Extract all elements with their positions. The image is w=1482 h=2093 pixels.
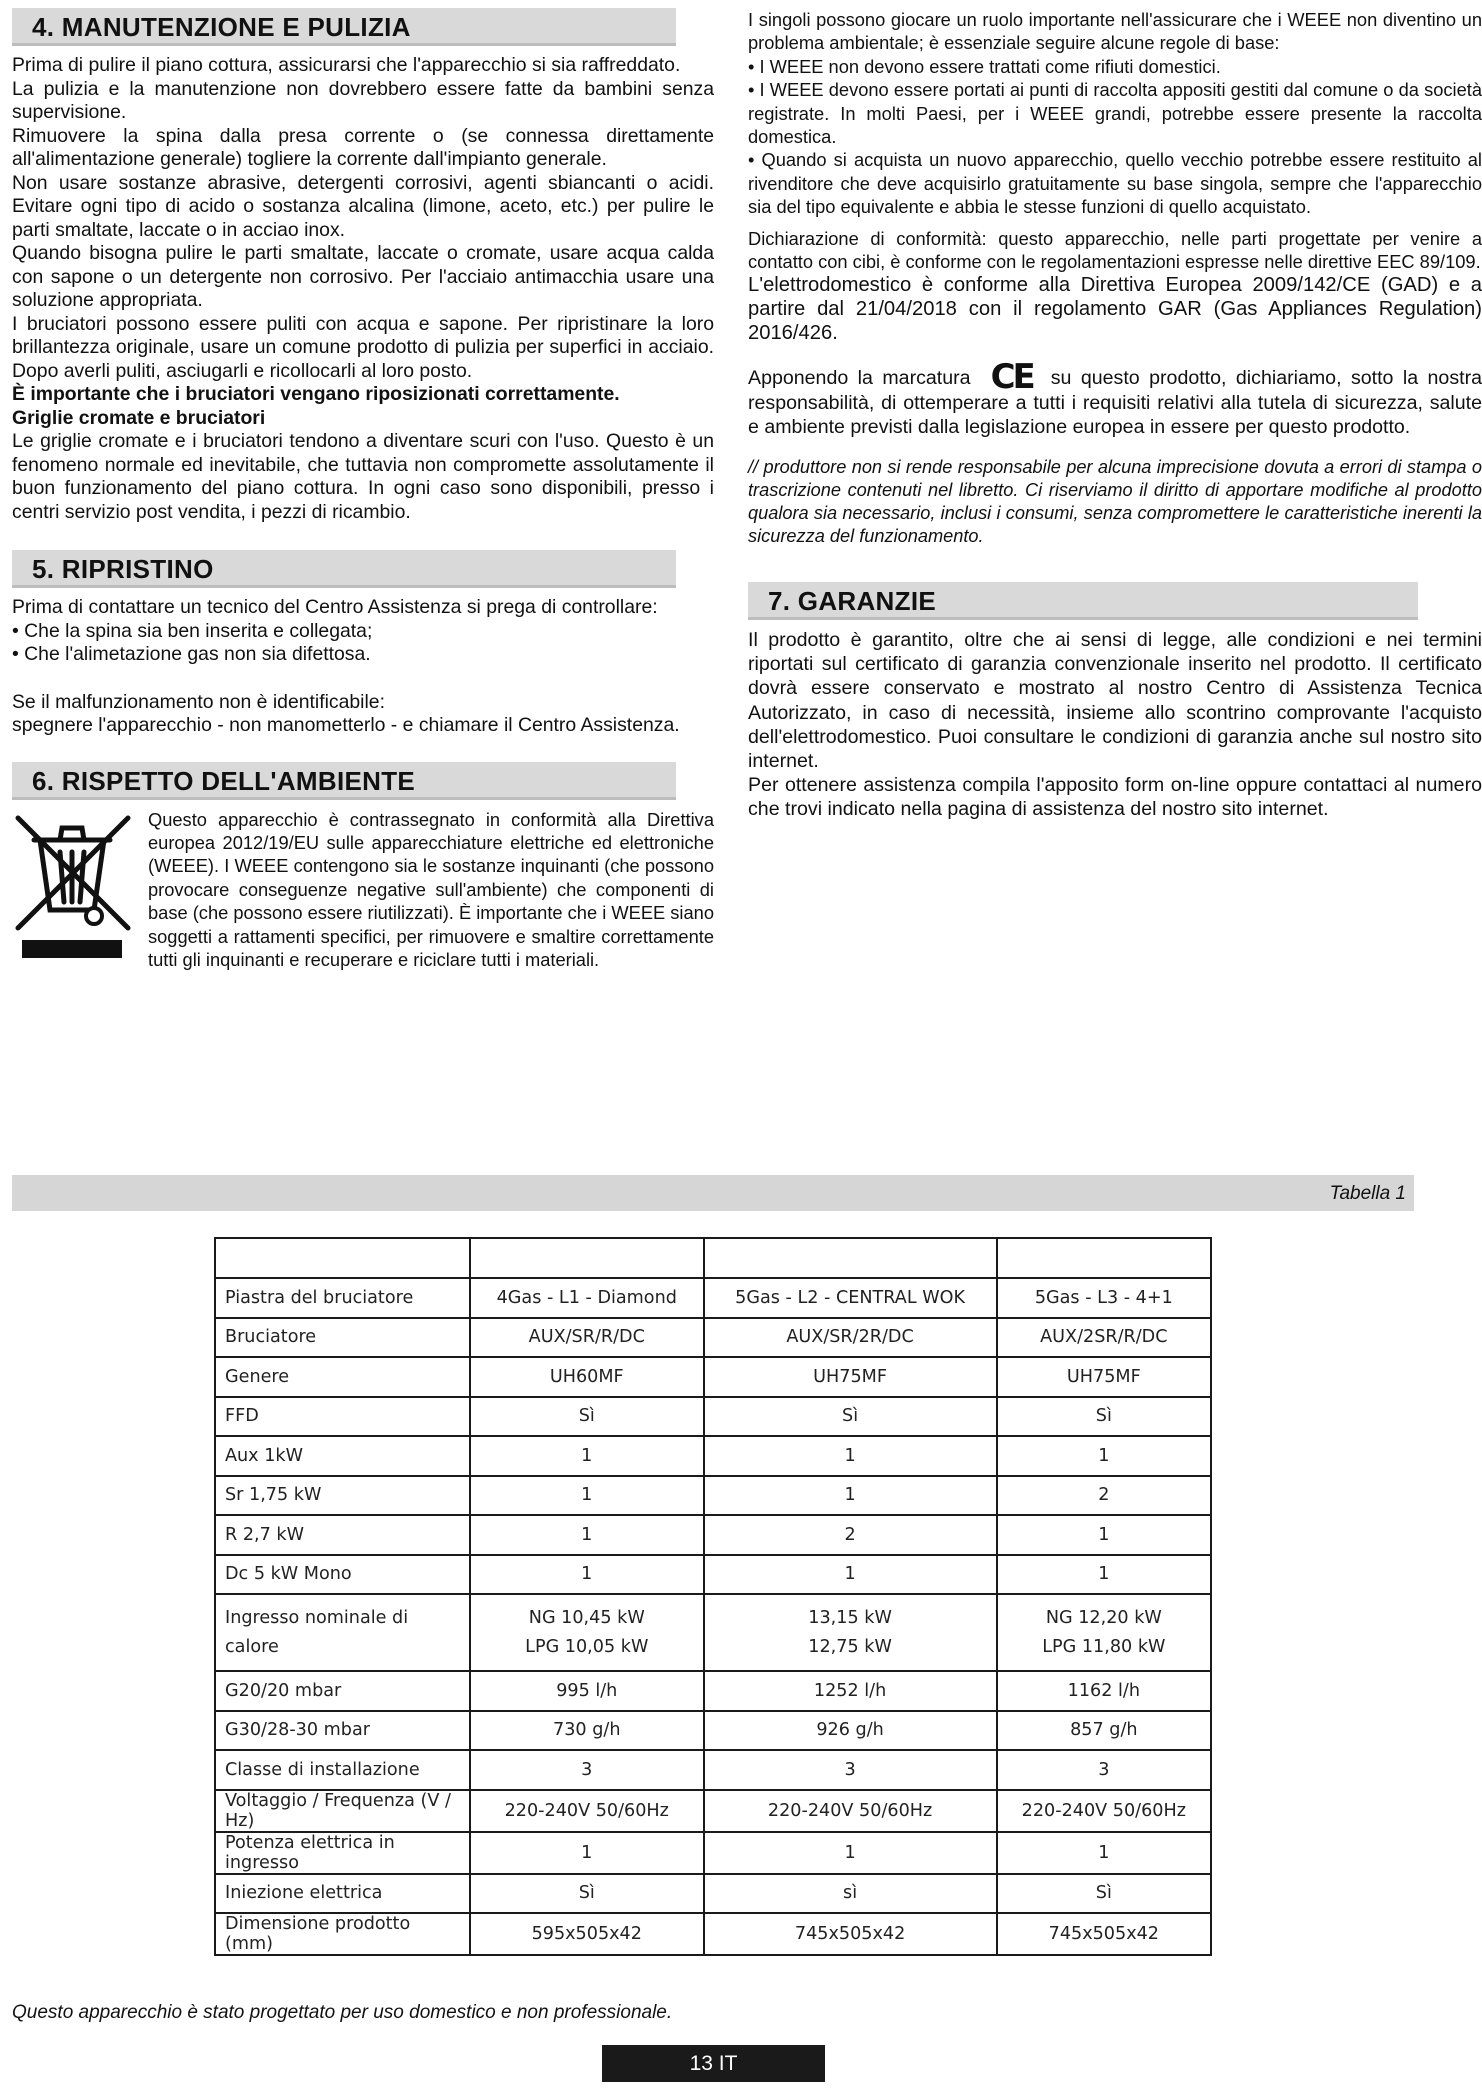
row-label: G20/20 mbar bbox=[215, 1671, 470, 1711]
table-cell: sì bbox=[704, 1874, 997, 1914]
row-label: Dimensione prodotto (mm) bbox=[215, 1913, 470, 1955]
table-cell: 5Gas - L2 - CENTRAL WOK bbox=[704, 1278, 997, 1318]
table-row bbox=[215, 1913, 1211, 1955]
table-cell: UH75MF bbox=[997, 1357, 1211, 1397]
paragraph: I bruciatori possono essere puliti con acqua e sapone. Per ripristinare la loro brillantezza originale, usare un comune prodotto di pulizia per superfici in acciaio. Dopo averli puliti, asciugarli e ricollocarli al loro posto. bbox=[12, 312, 714, 382]
ce-paragraph: Apponendo la marcatura CE su questo prodotto, dichiariamo, sotto la nostra responsabilità, di ottemperare a tutti i requisiti relativi alla tutela di sicurezza, salute e ambiente previsti dalla legislazione europea in essere per questo prodotto. bbox=[748, 357, 1482, 439]
list-item: • Che la spina sia ben inserita e collegata; bbox=[12, 619, 373, 642]
table-cell: 1 bbox=[704, 1555, 997, 1595]
table-cell: Sì bbox=[470, 1397, 704, 1437]
list-item: • Che l'alimetazione gas non sia difettosa. bbox=[12, 643, 371, 665]
subheading: Griglie cromate e bruciatori bbox=[12, 406, 266, 429]
section-title-environment: 6. RISPETTO DELL'AMBIENTE bbox=[12, 762, 676, 800]
table-cell: 1162 l/h bbox=[997, 1671, 1211, 1711]
table-header-row bbox=[215, 1238, 1211, 1278]
table-cell: 926 g/h bbox=[704, 1711, 997, 1751]
table-cell: 995 l/h bbox=[470, 1671, 704, 1711]
list-item: • I WEEE devono essere portati ai punti di raccolta appositi gestiti dal comune o da società registrate. In molti Paesi, per i WEEE grandi, potrebbe essere presente la raccolta domestica. bbox=[748, 79, 1482, 148]
page-number: 13 IT bbox=[602, 2045, 825, 2082]
row-label: FFD bbox=[215, 1397, 470, 1437]
table-row bbox=[215, 1436, 1211, 1476]
table-cell: AUX/2SR/R/DC bbox=[997, 1318, 1211, 1358]
table-row bbox=[215, 1790, 1211, 1832]
table-cell: 2 bbox=[997, 1476, 1211, 1516]
row-label: Bruciatore bbox=[215, 1318, 470, 1358]
table-cell: 1 bbox=[997, 1832, 1211, 1874]
table-cell: Sì bbox=[997, 1397, 1211, 1437]
table-cell: NG 10,45 kW LPG 10,05 kW bbox=[470, 1594, 704, 1671]
table-row bbox=[215, 1357, 1211, 1397]
table-caption: Tabella 1 bbox=[1329, 1183, 1406, 1204]
row-label: Genere bbox=[215, 1357, 470, 1397]
paragraph: La pulizia e la manutenzione non dovrebbero essere fatte da bambini senza supervisione. bbox=[12, 77, 714, 123]
table-cell: AUX/SR/R/DC bbox=[470, 1318, 704, 1358]
table-cell: 745x505x42 bbox=[997, 1913, 1211, 1955]
left-column bbox=[12, 8, 714, 971]
table-cell: 595x505x42 bbox=[470, 1913, 704, 1955]
table-cell: 2 bbox=[704, 1515, 997, 1555]
paragraph: L'elettrodomestico è conforme alla Direttiva Europea 2009/142/CE (GAD) e a partire dal 21/04/2018 con il regolamento GAR (Gas Appliances Regulation) 2016/426. bbox=[748, 274, 1482, 345]
table-cell: 1 bbox=[470, 1832, 704, 1874]
ce-mark-icon: CE bbox=[990, 357, 1033, 398]
weee-block bbox=[12, 808, 714, 972]
table-cell: NG 12,20 kW LPG 11,80 kW bbox=[997, 1594, 1211, 1671]
row-label: Iniezione elettrica bbox=[215, 1874, 470, 1914]
table-cell: 745x505x42 bbox=[704, 1913, 997, 1955]
table-row bbox=[215, 1278, 1211, 1318]
row-label: Dc 5 kW Mono bbox=[215, 1555, 470, 1595]
list-item: • Quando si acquista un nuovo apparecchio, quello vecchio potrebbe essere restituito al rivenditore che deve acquisirlo gratuitamente su base singola, sempre che l'apparecchio sia del tipo equivalente e abbia le stesse funzioni di quello acquistato. bbox=[748, 149, 1482, 218]
table-cell: 1 bbox=[470, 1436, 704, 1476]
paragraph: I singoli possono giocare un ruolo importante nell'assicurare che i WEEE non diventino un problema ambientale; è essenziale seguire alcune regole di base: bbox=[748, 9, 1482, 54]
row-label: G30/28-30 mbar bbox=[215, 1711, 470, 1751]
table-row bbox=[215, 1750, 1211, 1790]
row-label: Aux 1kW bbox=[215, 1436, 470, 1476]
table-cell: Sì bbox=[470, 1874, 704, 1914]
table-row bbox=[215, 1874, 1211, 1914]
paragraph: Prima di contattare un tecnico del Centro Assistenza si prega di controllare: bbox=[12, 596, 658, 618]
table-cell: 1 bbox=[470, 1515, 704, 1555]
table-row bbox=[215, 1555, 1211, 1595]
important-note: È importante che i bruciatori vengano riposizionati correttamente. bbox=[12, 383, 620, 405]
section-title-reset: 5. RIPRISTINO bbox=[12, 550, 676, 588]
table-row bbox=[215, 1515, 1211, 1555]
table-cell: UH60MF bbox=[470, 1357, 704, 1397]
paragraph: Se il malfunzionamento non è identificabile: bbox=[12, 690, 385, 713]
row-label: R 2,7 kW bbox=[215, 1515, 470, 1555]
crossed-out-bin-icon bbox=[12, 810, 134, 960]
table-cell: 1 bbox=[704, 1436, 997, 1476]
table-cell: Sì bbox=[997, 1874, 1211, 1914]
table-cell: 1 bbox=[997, 1436, 1211, 1476]
row-label: Ingresso nominale di calore bbox=[215, 1594, 470, 1671]
row-label: Piastra del bruciatore bbox=[215, 1278, 470, 1318]
table-cell: 1 bbox=[470, 1476, 704, 1516]
table-row bbox=[215, 1476, 1211, 1516]
table-row bbox=[215, 1594, 1211, 1671]
table-cell: 1 bbox=[470, 1555, 704, 1595]
table-cell: 1 bbox=[997, 1555, 1211, 1595]
paragraph: Rimuovere la spina dalla presa corrente o (se connessa direttamente all'alimentazione generale) togliere la corrente dall'impianto generale. bbox=[12, 124, 714, 170]
table-caption-bar bbox=[12, 1175, 1414, 1211]
paragraph: Questo apparecchio è contrassegnato in conformità alla Direttiva europea 2012/19/EU sulle apparecchiature elettriche ed elettroniche (WEEE). I WEEE contengono sia le sostanze inquinanti (che possono provocare conseguenze negative sull'ambiente) che componenti di base (che possono essere riutilizzati). È importante che i WEEE siano soggetti a rattamenti specifici, per rimuovere e smaltire correttamente tutti gli inquinanti e recuperare e riciclare tutti i materiali. bbox=[148, 808, 714, 970]
table-row bbox=[215, 1671, 1211, 1711]
list-item: • I WEEE non devono essere trattati come rifiuti domestici. bbox=[748, 55, 1221, 77]
table-cell: 1252 l/h bbox=[704, 1671, 997, 1711]
section-title-maintenance: 4. MANUTENZIONE E PULIZIA bbox=[12, 8, 676, 46]
section-title-warranty: 7. GARANZIE bbox=[748, 582, 1418, 620]
row-label: Potenza elettrica in ingresso bbox=[215, 1832, 470, 1874]
table-cell: UH75MF bbox=[704, 1357, 997, 1397]
table-row bbox=[215, 1711, 1211, 1751]
table-cell: 220-240V 50/60Hz bbox=[704, 1790, 997, 1832]
table-cell: 1 bbox=[997, 1515, 1211, 1555]
footer-note: Questo apparecchio è stato progettato per uso domestico e non professionale. bbox=[12, 2002, 673, 2023]
table-cell: 3 bbox=[704, 1750, 997, 1790]
row-label: Classe di installazione bbox=[215, 1750, 470, 1790]
paragraph: spegnere l'apparecchio - non manometterlo - e chiamare il Centro Assistenza. bbox=[12, 714, 680, 736]
table-cell: 1 bbox=[704, 1476, 997, 1516]
table-row bbox=[215, 1832, 1211, 1874]
table-cell: 1 bbox=[704, 1832, 997, 1874]
table-cell: 730 g/h bbox=[470, 1711, 704, 1751]
paragraph: Le griglie cromate e i bruciatori tendono a diventare scuri con l'uso. Questo è un fenomeno normale ed inevitabile, che tuttavia non compromette assolutamente il buon funzionamento del piano cottura. In ogni caso sono disponibili, presso i centri servizio post vendita, i pezzi di ricambio. bbox=[12, 430, 714, 523]
table-cell: 4Gas - L1 - Diamond bbox=[470, 1278, 704, 1318]
disclaimer: // produttore non si rende responsabile per alcuna imprecisione dovuta a errori di stampa o trascrizione contenuti nel libretto. Ci riserviamo il diritto di apportare modifiche al prodotto qualora sia necessario, inclusi i consumi, senza compromettere le caratteristiche inerenti la sicurezza del funzionamento. bbox=[748, 456, 1482, 546]
paragraph: Non usare sostanze abrasive, detergenti corrosivi, agenti sbiancanti o acidi. Evitare ogni tipo di acido o sostanza alcalina (limone, aceto, etc.) per pulire le parti smaltate, laccate o in acciao inox. bbox=[12, 171, 714, 241]
table-row bbox=[215, 1397, 1211, 1437]
table-cell: 5Gas - L3 - 4+1 bbox=[997, 1278, 1211, 1318]
table-cell: 3 bbox=[470, 1750, 704, 1790]
spec-table bbox=[214, 1237, 1212, 1956]
table-cell: 3 bbox=[997, 1750, 1211, 1790]
row-label: Voltaggio / Frequenza (V / Hz) bbox=[215, 1790, 470, 1832]
paragraph: Prima di pulire il piano cottura, assicurarsi che l'apparecchio si sia raffreddato. bbox=[12, 54, 681, 76]
table-row bbox=[215, 1318, 1211, 1358]
table-cell: 857 g/h bbox=[997, 1711, 1211, 1751]
row-label: Sr 1,75 kW bbox=[215, 1476, 470, 1516]
table-cell: 220-240V 50/60Hz bbox=[997, 1790, 1211, 1832]
right-column bbox=[748, 8, 1482, 822]
paragraph: Il prodotto è garantito, oltre che ai sensi di legge, alle condizioni e nei termini riportati sul certificato di garanzia convenzionale inserito nel prodotto. Il certificato dovrà essere conservato e mostrato al nostro Centro di Assistenza Tecnica Autorizzato, in caso di necessità, insieme allo scontrino comprovante l'acquisto dell'elettrodomestico. Puoi consultare le condizioni di garanzia anche sul nostro sito internet. bbox=[748, 628, 1482, 772]
table-cell: Sì bbox=[704, 1397, 997, 1437]
paragraph: Dichiarazione di conformità: questo apparecchio, nelle parti progettate per venire a contatto con cibi, è conforme con le regolamentazioni espresse nelle direttive EEC 89/109. bbox=[748, 227, 1482, 273]
table-cell: 13,15 kW 12,75 kW bbox=[704, 1594, 997, 1671]
paragraph: Quando bisogna pulire le parti smaltate, laccate o cromate, usare acqua calda con sapone o un detergente non corrosivo. Per l'acciaio antimacchia usare una soluzione appropriata. bbox=[12, 242, 714, 311]
table-cell: AUX/SR/2R/DC bbox=[704, 1318, 997, 1358]
table-cell: 220-240V 50/60Hz bbox=[470, 1790, 704, 1832]
paragraph: Per ottenere assistenza compila l'apposito form on-line oppure contattaci al numero che trovi indicato nella pagina di assistenza del nostro sito internet. bbox=[748, 774, 1482, 821]
